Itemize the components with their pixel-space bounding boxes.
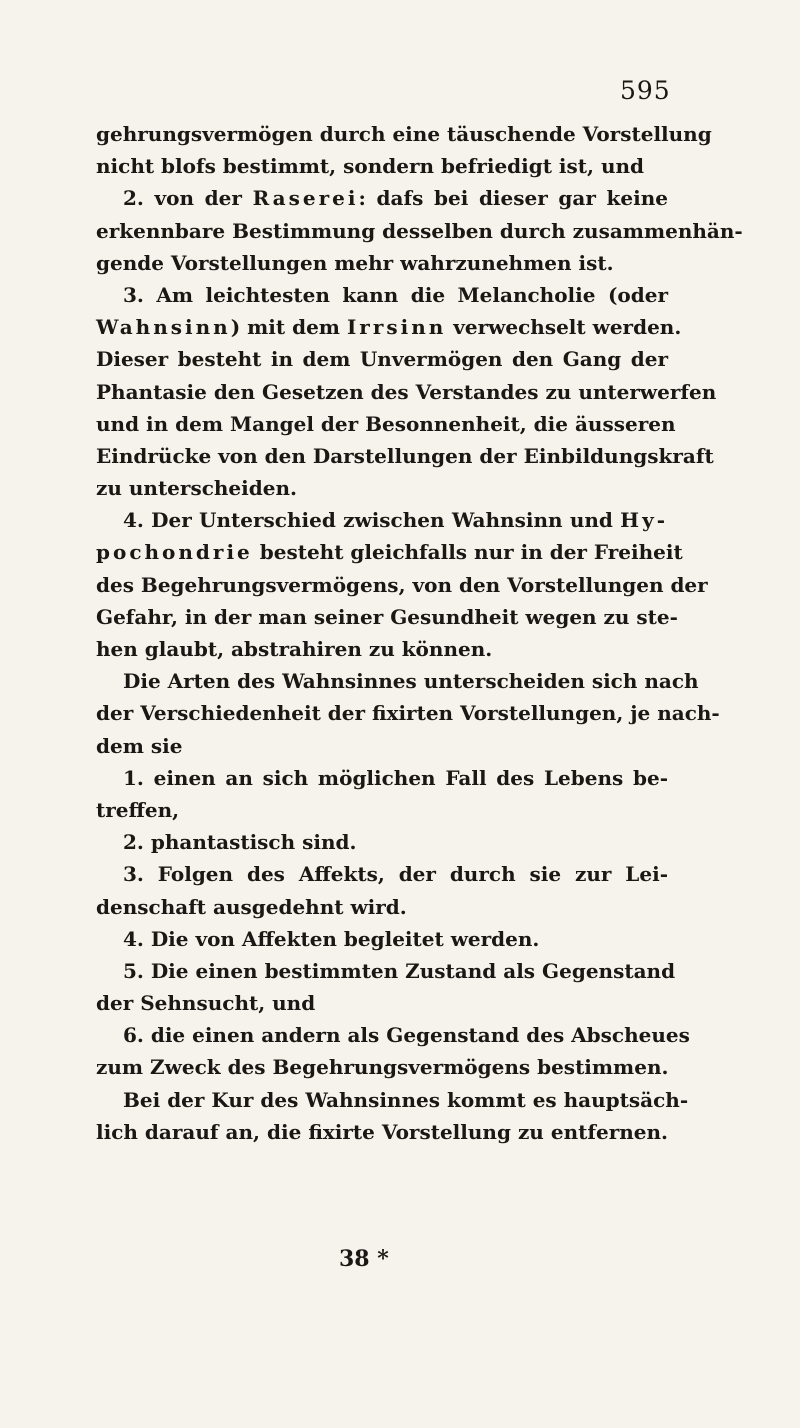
- text-line: [96, 182, 668, 214]
- text-line: [96, 1116, 668, 1148]
- text-line: [96, 665, 699, 697]
- text-segment: gehrungsvermögen durch eine täuschende Vorstellung: [96, 122, 712, 146]
- text-line: [96, 1084, 689, 1116]
- text-segment: treffen,: [96, 797, 180, 822]
- text-segment: ) mit dem: [230, 315, 347, 340]
- text-segment: denschaft ausgedehnt wird.: [96, 894, 407, 919]
- text-line: [96, 601, 678, 633]
- text-segment: des Begehrungsvermögens, von den Vorstellungen der: [96, 572, 708, 597]
- text-segment: Phantasie den Gesetzen des Verstandes zu unterwerfen: [96, 379, 717, 404]
- text-segment: 3. Folgen des Affekts, der durch sie zur Lei-: [123, 862, 668, 887]
- text-line: [96, 376, 717, 408]
- text-segment: nicht blofs bestimmt, sondern befriedigt ist, und: [96, 154, 645, 179]
- text-line: [96, 730, 668, 762]
- text-line: [96, 697, 720, 729]
- text-segment: Die Arten des Wahnsinnes unterscheiden sich nach: [123, 669, 699, 694]
- text-line: [96, 118, 712, 150]
- text-segment: zum Zweck des Begehrungsvermögens bestimmen.: [96, 1055, 669, 1080]
- text-segment: der Sehnsucht, und: [96, 991, 316, 1016]
- text-line: [96, 408, 676, 440]
- text-segment: der Verschiedenheit der fixirten Vorstellungen, je nach-: [96, 701, 720, 726]
- text-line: [96, 923, 668, 955]
- text-line: [96, 215, 743, 247]
- text-line: [96, 794, 668, 826]
- catchword: 38 *: [339, 1246, 389, 1272]
- text-segment: zu unterscheiden.: [96, 476, 297, 501]
- text-line: [96, 311, 682, 343]
- text-segment: erkennbare Bestimmung desselben durch zusammenhän-: [96, 218, 743, 243]
- text-segment: dem sie: [96, 733, 183, 758]
- text-segment: hen glaubt, abstrahiren zu können.: [96, 637, 493, 661]
- text-segment: Gefahr, in der man seiner Gesundheit wegen zu ste-: [96, 604, 678, 629]
- text-segment: 6. die einen andern als Gegenstand des Abscheues: [123, 1023, 690, 1048]
- text-segment: und in dem Mangel der Besonnenheit, die äusseren: [96, 411, 676, 436]
- text-line: [96, 343, 668, 375]
- emphasized-term: Hy-: [620, 508, 668, 533]
- text-line: [96, 1051, 668, 1083]
- emphasized-term: Raserei: [252, 186, 359, 211]
- text-line: [96, 504, 668, 536]
- text-line: [96, 279, 668, 311]
- body-text: [96, 118, 743, 1148]
- emphasized-term: Irrsinn: [346, 315, 447, 340]
- text-segment: 4. Der Unterschied zwischen Wahnsinn und: [123, 508, 621, 533]
- text-line: [96, 955, 676, 987]
- text-segment: 2. von der: [123, 186, 253, 211]
- text-segment: verwechselt werden.: [446, 315, 682, 340]
- page-number: 595: [620, 76, 671, 105]
- text-segment: 3. Am leichtesten kann die Melancholie (oder: [123, 282, 668, 307]
- text-segment: gende Vorstellungen mehr wahrzunehmen ist.: [96, 250, 614, 275]
- emphasized-term: Wahnsinn: [96, 315, 231, 340]
- text-segment: Bei der Kur des Wahnsinnes kommt es hauptsäch-: [123, 1087, 689, 1112]
- emphasized-term: pochondrie: [96, 540, 253, 565]
- text-line: [96, 150, 668, 182]
- text-segment: besteht gleichfalls nur in der Freiheit: [252, 540, 683, 565]
- text-line: [96, 569, 708, 601]
- text-line: [96, 762, 668, 794]
- text-segment: 4. Die von Affekten begleitet werden.: [123, 926, 540, 951]
- text-segment: Eindrücke von den Darstellungen der Einbildungskraft: [96, 443, 714, 468]
- text-line: [96, 633, 668, 665]
- text-segment: 2. phantastisch sind.: [123, 830, 357, 855]
- text-line: [96, 247, 668, 279]
- text-segment: : dafs bei dieser gar keine: [358, 186, 668, 211]
- text-line: [96, 472, 668, 504]
- text-segment: lich darauf an, die fixirte Vorstellung zu entfernen.: [96, 1119, 668, 1144]
- text-segment: 1. einen an sich möglichen Fall des Lebens be-: [123, 765, 668, 790]
- text-segment: Dieser besteht in dem Unvermögen den Gang der: [96, 347, 668, 372]
- text-line: [96, 1019, 690, 1051]
- text-line: [96, 536, 683, 568]
- text-line: [96, 858, 668, 890]
- text-segment: 5. Die einen bestimmten Zustand als Gegenstand: [123, 958, 676, 983]
- text-line: [96, 826, 668, 858]
- text-line: [96, 987, 668, 1019]
- text-line: [96, 891, 668, 923]
- text-line: [96, 440, 714, 472]
